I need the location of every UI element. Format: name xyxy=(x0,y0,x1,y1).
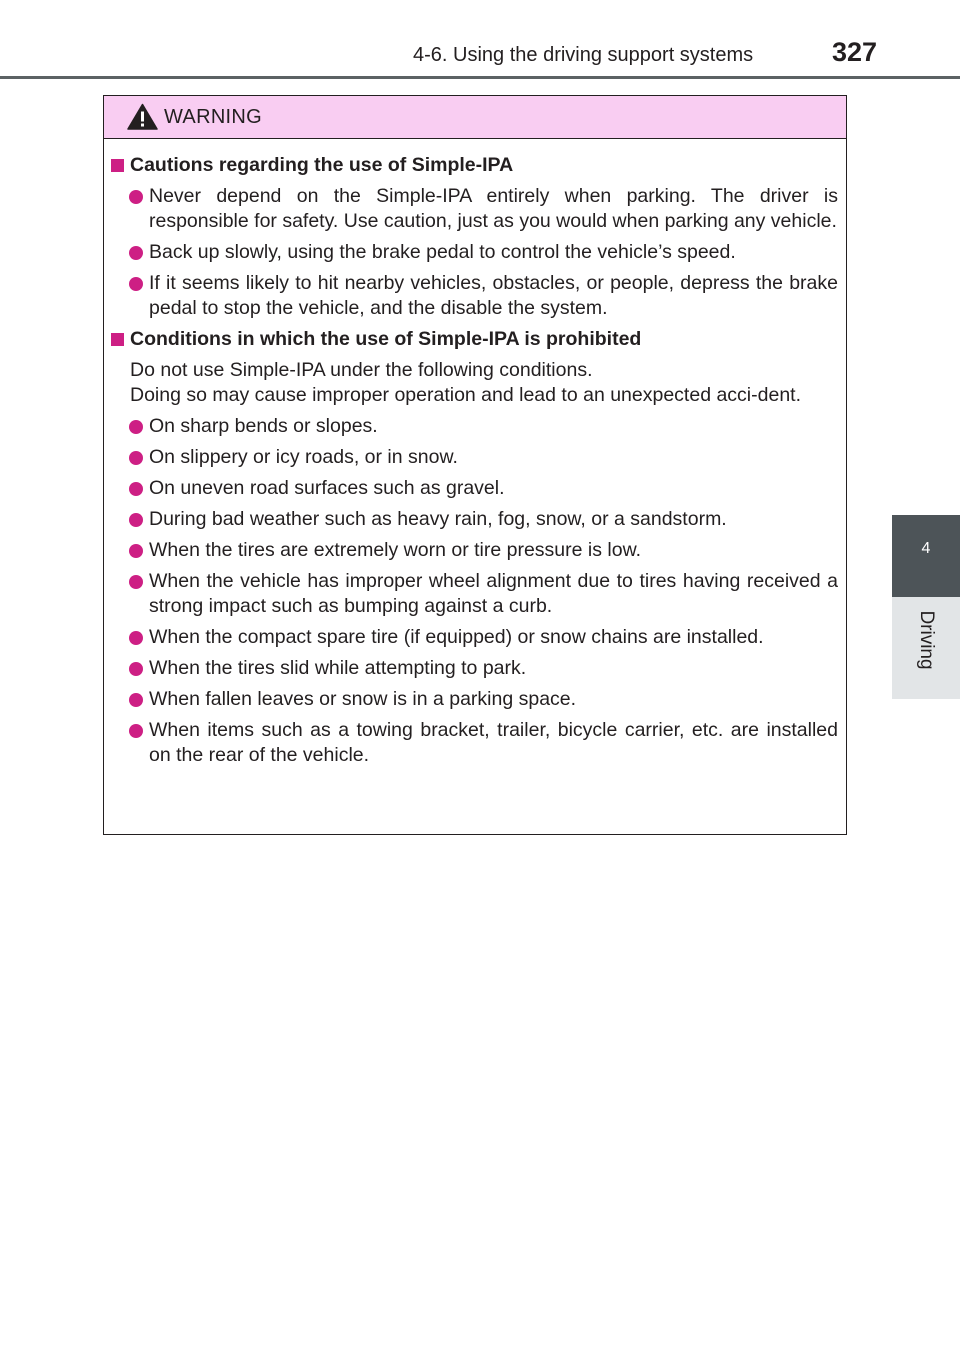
round-bullet-icon xyxy=(129,575,143,589)
list-item xyxy=(104,445,838,470)
list-item xyxy=(104,656,838,681)
square-bullet-icon xyxy=(111,159,124,172)
warning-triangle-icon xyxy=(127,103,158,130)
section-heading-text: Cautions regarding the use of Simple-IPA xyxy=(130,154,514,176)
round-bullet-icon xyxy=(129,420,143,434)
round-bullet-icon xyxy=(129,451,143,465)
list-item xyxy=(104,476,838,501)
section-heading xyxy=(104,153,838,178)
list-item xyxy=(104,625,838,650)
list-item xyxy=(104,507,838,532)
chapter-label: Driving xyxy=(916,610,937,670)
header-rule xyxy=(0,76,960,79)
section-heading xyxy=(104,327,838,352)
list-item-text: Never depend on the Simple-IPA entirely when parking. The driver is responsible for safety. Use caution, just as you would when parking any vehicle. xyxy=(149,185,838,232)
list-item xyxy=(104,271,838,321)
section-title: 4-6. Using the driving support systems xyxy=(413,44,754,66)
round-bullet-icon xyxy=(129,662,143,676)
chapter-number: 4 xyxy=(921,540,931,557)
warning-box xyxy=(103,95,847,835)
list-item-text: Back up slowly, using the brake pedal to control the vehicle’s speed. xyxy=(149,241,736,263)
list-item-text: When the vehicle has improper wheel alignment due to tires having received a strong impact such as bumping against a curb. xyxy=(149,570,838,617)
intro-line: Doing so may cause improper operation and lead to an unexpected acci-dent. xyxy=(130,384,801,406)
list-item xyxy=(104,184,838,234)
square-bullet-icon xyxy=(111,333,124,346)
intro-line: Do not use Simple-IPA under the following conditions. xyxy=(130,359,593,381)
list-item xyxy=(104,569,838,619)
list-item-text: When the compact spare tire (if equipped) or snow chains are installed. xyxy=(149,626,764,648)
list-item-text: During bad weather such as heavy rain, fog, snow, or a sandstorm. xyxy=(149,508,727,530)
list-item-text: On sharp bends or slopes. xyxy=(149,415,378,437)
page-number: 327 xyxy=(832,37,878,67)
round-bullet-icon xyxy=(129,277,143,291)
list-item-text: When items such as a towing bracket, trailer, bicycle carrier, etc. are installed on the rear of the vehicle. xyxy=(149,719,838,766)
round-bullet-icon xyxy=(129,513,143,527)
round-bullet-icon xyxy=(129,724,143,738)
list-item xyxy=(104,687,838,712)
list-item-text: When the tires are extremely worn or tire pressure is low. xyxy=(149,539,642,561)
round-bullet-icon xyxy=(129,544,143,558)
round-bullet-icon xyxy=(129,631,143,645)
section-heading-text: Conditions in which the use of Simple-IPA is prohibited xyxy=(130,328,642,350)
list-item-text: On slippery or icy roads, or in snow. xyxy=(149,446,458,468)
list-item-text: If it seems likely to hit nearby vehicles, obstacles, or people, depress the brake pedal to stop the vehicle, and the disable the system. xyxy=(149,272,838,319)
list-item-text: When the tires slid while attempting to park. xyxy=(149,657,527,679)
round-bullet-icon xyxy=(129,190,143,204)
section-intro xyxy=(104,358,838,408)
round-bullet-icon xyxy=(129,482,143,496)
round-bullet-icon xyxy=(129,246,143,260)
list-item-text: On uneven road surfaces such as gravel. xyxy=(149,477,505,499)
list-item xyxy=(104,414,838,439)
list-item xyxy=(104,538,838,563)
round-bullet-icon xyxy=(129,693,143,707)
list-item xyxy=(104,240,838,265)
warning-body xyxy=(104,139,846,768)
list-item xyxy=(104,718,838,768)
warning-title: WARNING xyxy=(164,106,263,128)
list-item-text: When fallen leaves or snow is in a parking space. xyxy=(149,688,577,710)
warning-header xyxy=(104,96,846,139)
